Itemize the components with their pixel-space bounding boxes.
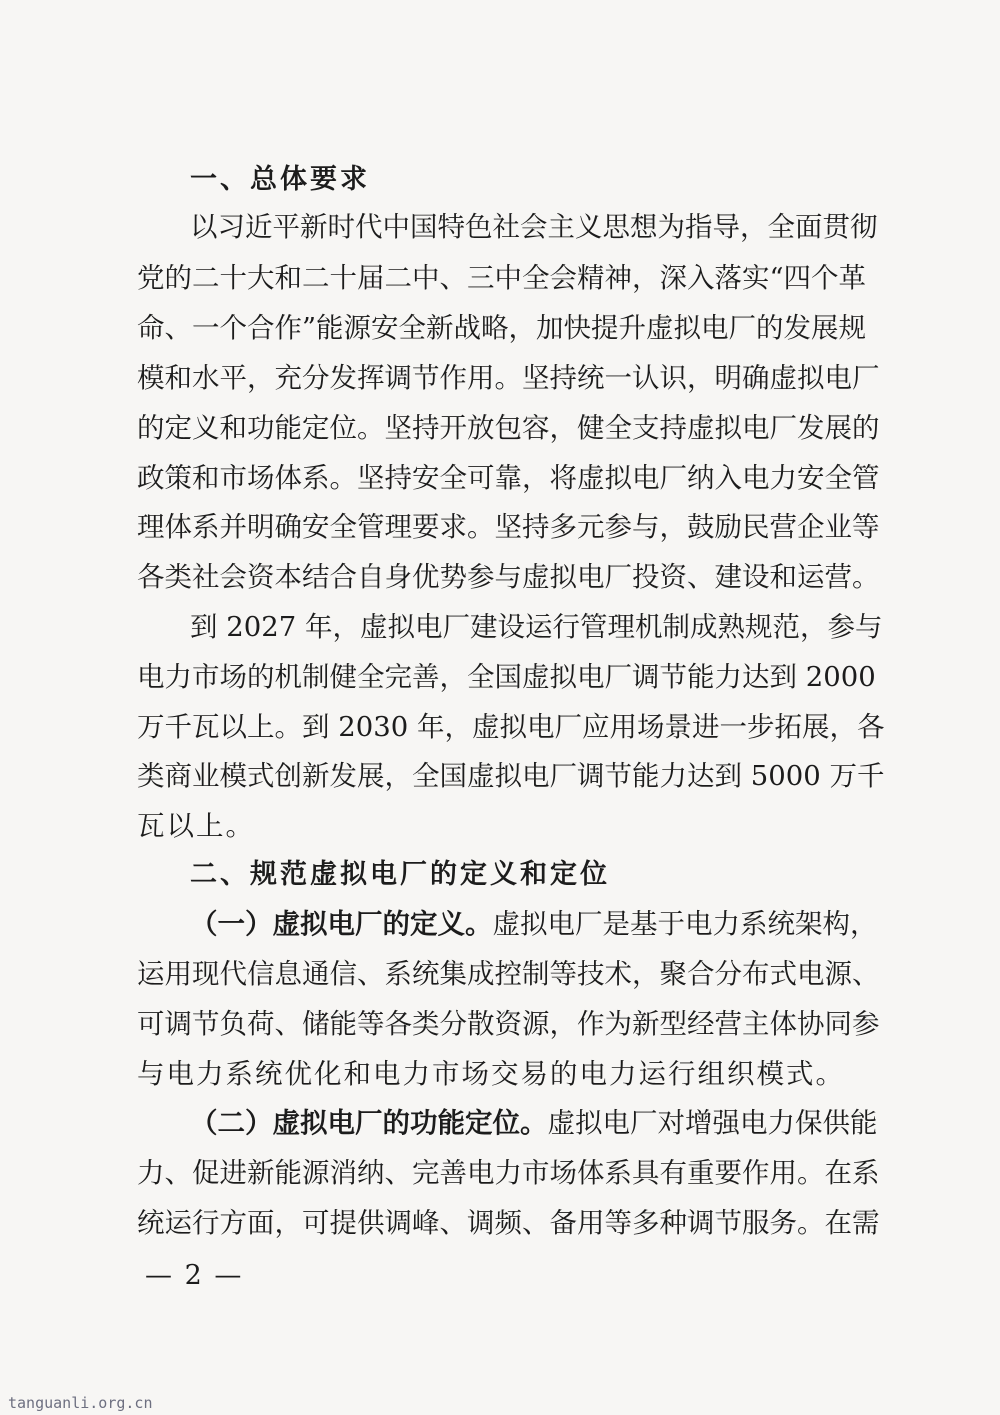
paragraph-line: 力、促进新能源消纳、完善电力市场体系具有重要作用。在系 [137,1157,880,1189]
paragraph-line: 各类社会资本结合自身优势参与虚拟电厂投资、建设和运营。 [137,561,880,593]
paragraph-line [190,908,878,940]
paragraph-line: 万千瓦以上。到 2030 年，虚拟电厂应用场景进一步拓展，各 [137,711,885,743]
paragraph-line: 党的二十大和二十届二中、三中全会精神，深入落实“四个革 [137,262,867,294]
paragraph-text: 虚拟电厂是基于电力系统架构， [492,908,878,940]
subsection-heading-definition: （一）虚拟电厂的定义。 [190,908,493,940]
paragraph-line: 政策和市场体系。坚持安全可靠，将虚拟电厂纳入电力安全管 [137,462,880,494]
paragraph-line: 可调节负荷、储能等各类分散资源，作为新型经营主体协同参 [137,1008,880,1040]
paragraph-line: 运用现代信息通信、系统集成控制等技术，聚合分布式电源、 [137,958,880,990]
paragraph-line: 与电力系统优化和电力市场交易的电力运行组织模式。 [137,1058,845,1090]
paragraph-line: 理体系并明确安全管理要求。坚持多元参与，鼓励民营企业等 [137,511,880,543]
paragraph-line: 到 2027 年，虚拟电厂建设运行管理机制成熟规范，参与 [190,611,883,643]
paragraph-line: 模和水平，充分发挥调节作用。坚持统一认识，明确虚拟电厂 [137,362,880,394]
paragraph-text: 虚拟电厂对增强电力保供能 [547,1107,878,1139]
paragraph-line: 的定义和功能定位。坚持开放包容，健全支持虚拟电厂发展的 [137,412,880,444]
paragraph-line: 以习近平新时代中国特色社会主义思想为指导，全面贯彻 [190,211,878,243]
subsection-heading-function: （二）虚拟电厂的功能定位。 [190,1107,548,1139]
paragraph-line: 命、一个合作”能源安全新战略，加快提升虚拟电厂的发展规 [137,312,867,344]
watermark-text: tanguanli.org.cn [8,1394,153,1412]
paragraph-line [190,1107,878,1139]
section-heading-general-requirements: 一、总体要求 [190,164,370,195]
paragraph-line: 类商业模式创新发展，全国虚拟电厂调节能力达到 5000 万千 [137,760,885,792]
section-heading-definition-and-positioning: 二、规范虚拟电厂的定义和定位 [190,859,610,890]
paragraph-line: 电力市场的机制健全完善，全国虚拟电厂调节能力达到 2000 [137,661,876,693]
page-number: — 2 — [145,1260,244,1291]
paragraph-line: 瓦以上。 [137,810,255,842]
paragraph-line: 统运行方面，可提供调峰、调频、备用等多种调节服务。在需 [137,1207,880,1239]
